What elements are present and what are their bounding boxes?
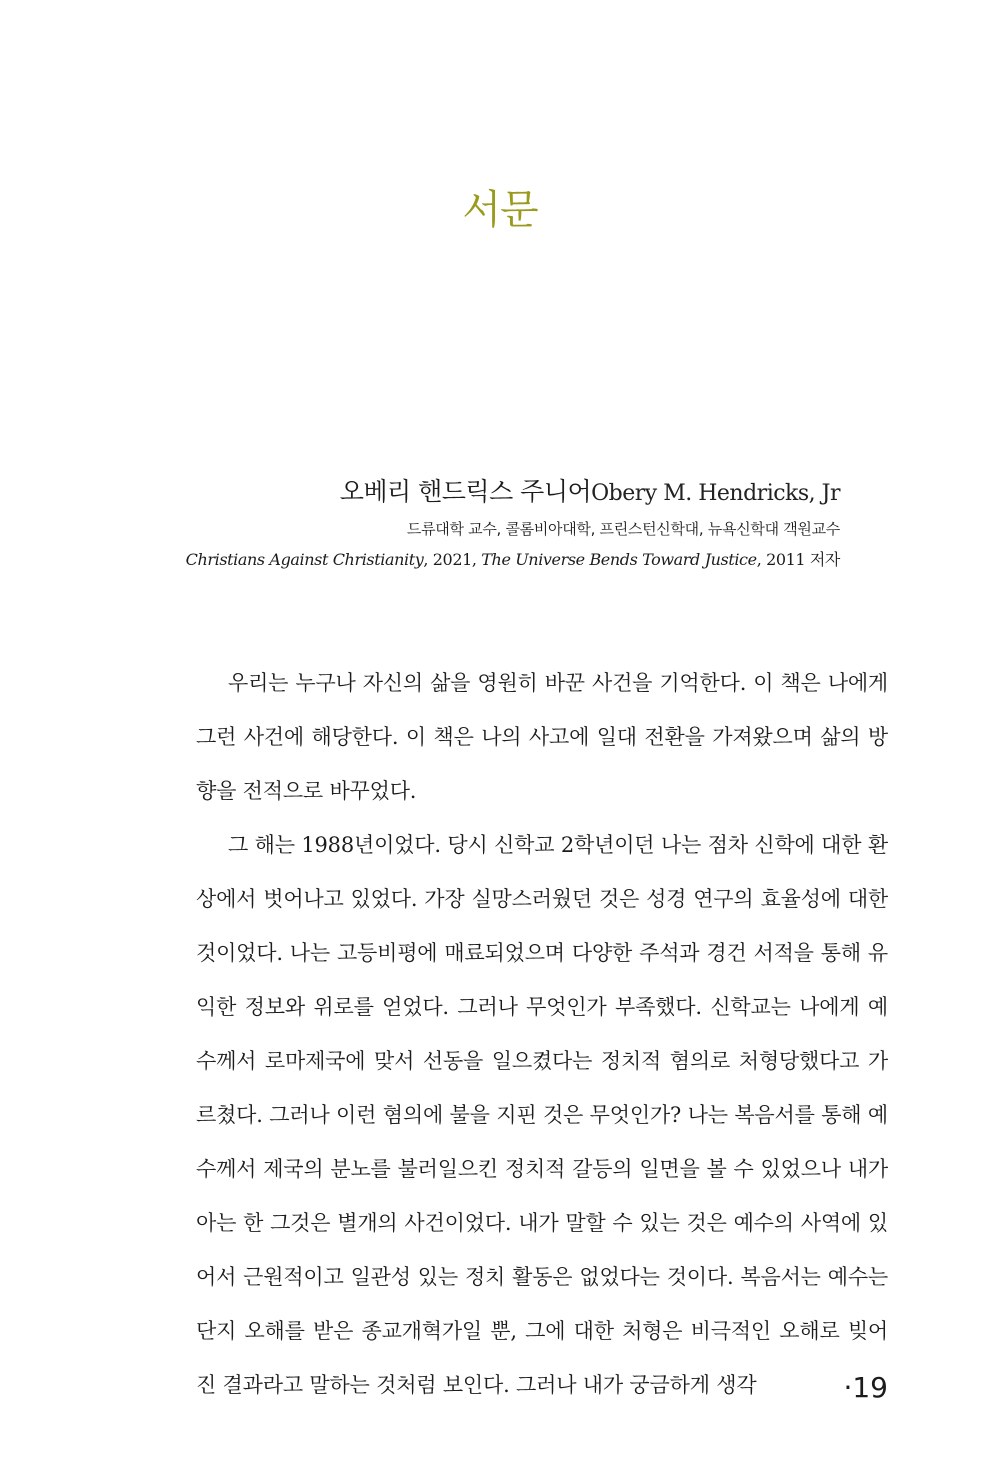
author-name-korean: 오베리 핸드릭스 주니어 <box>339 477 592 506</box>
work-title: Christians Against Christianity <box>185 550 424 569</box>
author-affiliation: 드류대학 교수, 콜롬비아대학, 프린스턴신학대, 뉴욕신학대 객원교수 <box>406 520 840 538</box>
author-name <box>186 472 840 514</box>
author-name-latin: Obery M. Hendricks, Jr <box>591 481 840 506</box>
work-year: , 2021, <box>423 550 482 569</box>
chapter-title: 서문 <box>462 187 538 233</box>
paragraph: 우리는 누구나 자신의 삶을 영원히 바꾼 사건을 기억한다. 이 책은 나에게 그런 사건에 해당한다. 이 책은 나의 사고에 일대 전환을 가져왔으며 삶의 방향을 전적으로 바꾸었다. <box>196 671 888 803</box>
author-works <box>186 544 840 576</box>
page-number: ·19 <box>843 1371 888 1404</box>
work-title: The Universe Bends Toward Justice <box>481 550 757 569</box>
paragraph: 그 해는 1988년이었다. 당시 신학교 2학년이던 나는 점차 신학에 대한 환상에서 벗어나고 있었다. 가장 실망스러웠던 것은 성경 연구의 효율성에 대한 것이었다. 나는 고등비평에 매료되었으며 다양한 주석과 경건 서적을 통해 유익한 정보와 위로를 얻었다. 그러나 무엇인가 부족했다. 신학교는 나에게 예수께서 로마제국에 맞서 선동을 일으켰다는 정치적 혐의로 처형당했다고 가르쳤다. 그러나 이런 혐의에 불을 지핀 것은 무엇인가? 나는 복음서를 통해 예수께서 제국의 분노를 불러일으킨 정치적 갈등의 일면을 볼 수 있었으나 내가 아는 한 그것은 별개의 사건이었다. 내가 말할 수 있는 것은 예수의 사역에 있어서 근원적이고 일관성 있는 정치 활동은 없었다는 것이다. 복음서는 예수는 단지 오해를 받은 종교개혁가일 뿐, 그에 대한 처형은 비극적인 오해로 빚어진 결과라고 말하는 것처럼 보인다. 그러나 내가 궁금하게 생각 <box>196 833 888 1397</box>
work-year: , 2011 저자 <box>756 550 840 569</box>
author-block <box>186 472 840 576</box>
body-text <box>196 656 888 1412</box>
